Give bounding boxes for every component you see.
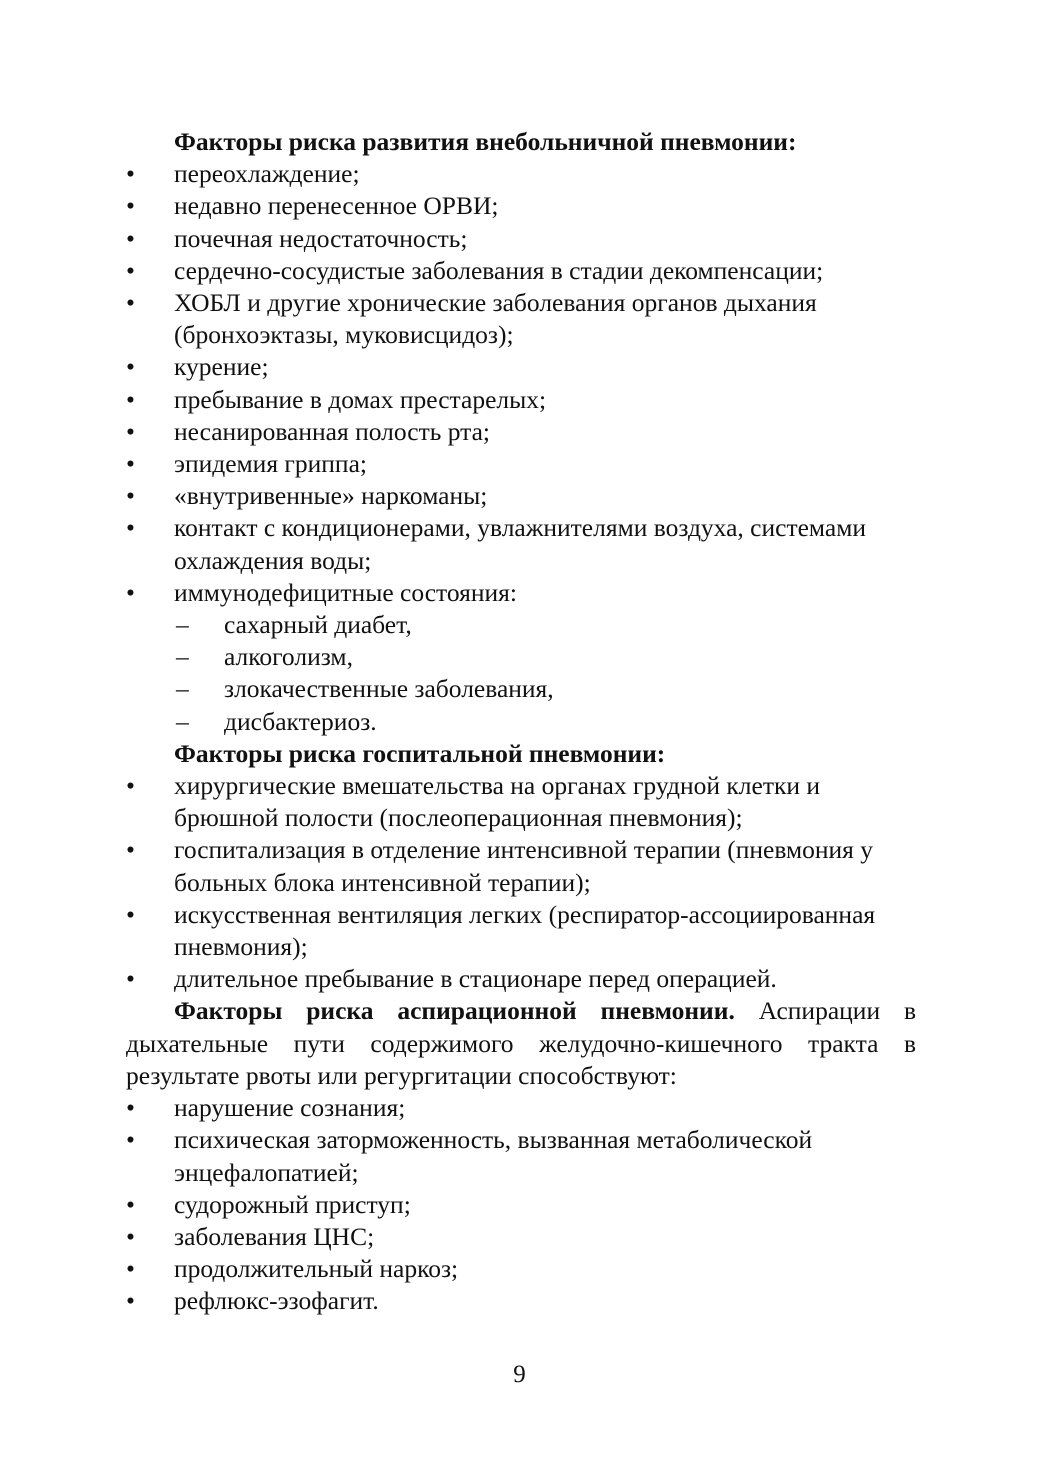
list-item: • психическая заторможенность, вызванная метаболической энцефалопатией; bbox=[126, 1124, 916, 1188]
list-item: • иммунодефицитные состояния: bbox=[126, 577, 916, 609]
list-item: • рефлюкс-эзофагит. bbox=[126, 1285, 916, 1317]
list-item: • хирургические вмешательства на органах грудной клетки и брюшной полости (послеоперационная пневмония); bbox=[126, 770, 916, 834]
list-item: • несанированная полость рта; bbox=[126, 416, 916, 448]
list-item: • искусственная вентиляция легких (респиратор-ассоциированная пневмония); bbox=[126, 899, 916, 963]
list-item: • курение; bbox=[126, 351, 916, 383]
list-item: • недавно перенесенное ОРВИ; bbox=[126, 190, 916, 222]
section-heading-community-pneumonia: Факторы риска развития внебольничной пневмонии: bbox=[174, 127, 797, 156]
sublist-item: – сахарный диабет, bbox=[126, 609, 916, 641]
risk-factor-list-hospital bbox=[126, 770, 916, 995]
immunodeficiency-sublist bbox=[126, 609, 916, 738]
list-item: • нарушение сознания; bbox=[126, 1092, 916, 1124]
risk-factor-list-aspiration bbox=[126, 1092, 916, 1317]
section-heading-aspiration-pneumonia: Факторы риска аспирационной пневмонии. bbox=[174, 996, 735, 1026]
sublist-item: – злокачественные заболевания, bbox=[126, 673, 916, 705]
list-item: • госпитализация в отделение интенсивной терапии (пневмония у больных блока интенсивной терапии); bbox=[126, 834, 916, 898]
aspiration-intro: Аспирации в дыхательные пути содержимого желудочно-кишечного тракта в результате рвоты или регургитации способствуют: bbox=[126, 996, 916, 1090]
aspiration-paragraph bbox=[126, 995, 916, 1092]
section-heading-hospital-pneumonia: Факторы риска госпитальной пневмонии: bbox=[174, 738, 666, 768]
list-item: • переохлаждение; bbox=[126, 158, 916, 190]
list-item: • «внутривенные» наркоманы; bbox=[126, 480, 916, 512]
list-item: • судорожный приступ; bbox=[126, 1189, 916, 1221]
list-item: • эпидемия гриппа; bbox=[126, 448, 916, 480]
page-number: 9 bbox=[513, 1361, 526, 1388]
risk-factor-list-community bbox=[126, 158, 916, 609]
page-content bbox=[126, 126, 916, 1318]
list-item: • пребывание в домах престарелых; bbox=[126, 384, 916, 416]
list-item: • контакт с кондиционерами, увлажнителями воздуха, системами охлаждения воды; bbox=[126, 512, 916, 576]
sublist-item: – алкоголизм, bbox=[126, 641, 916, 673]
sublist-item: – дисбактериоз. bbox=[126, 706, 916, 738]
list-item: • ХОБЛ и другие хронические заболевания органов дыхания (бронхоэктазы, муковисцидоз); bbox=[126, 287, 916, 351]
list-item: • длительное пребывание в стационаре перед операцией. bbox=[126, 963, 916, 995]
list-item: • сердечно-сосудистые заболевания в стадии декомпенсации; bbox=[126, 255, 916, 287]
list-item: • заболевания ЦНС; bbox=[126, 1221, 916, 1253]
list-item: • продолжительный наркоз; bbox=[126, 1253, 916, 1285]
list-item: • почечная недостаточность; bbox=[126, 223, 916, 255]
